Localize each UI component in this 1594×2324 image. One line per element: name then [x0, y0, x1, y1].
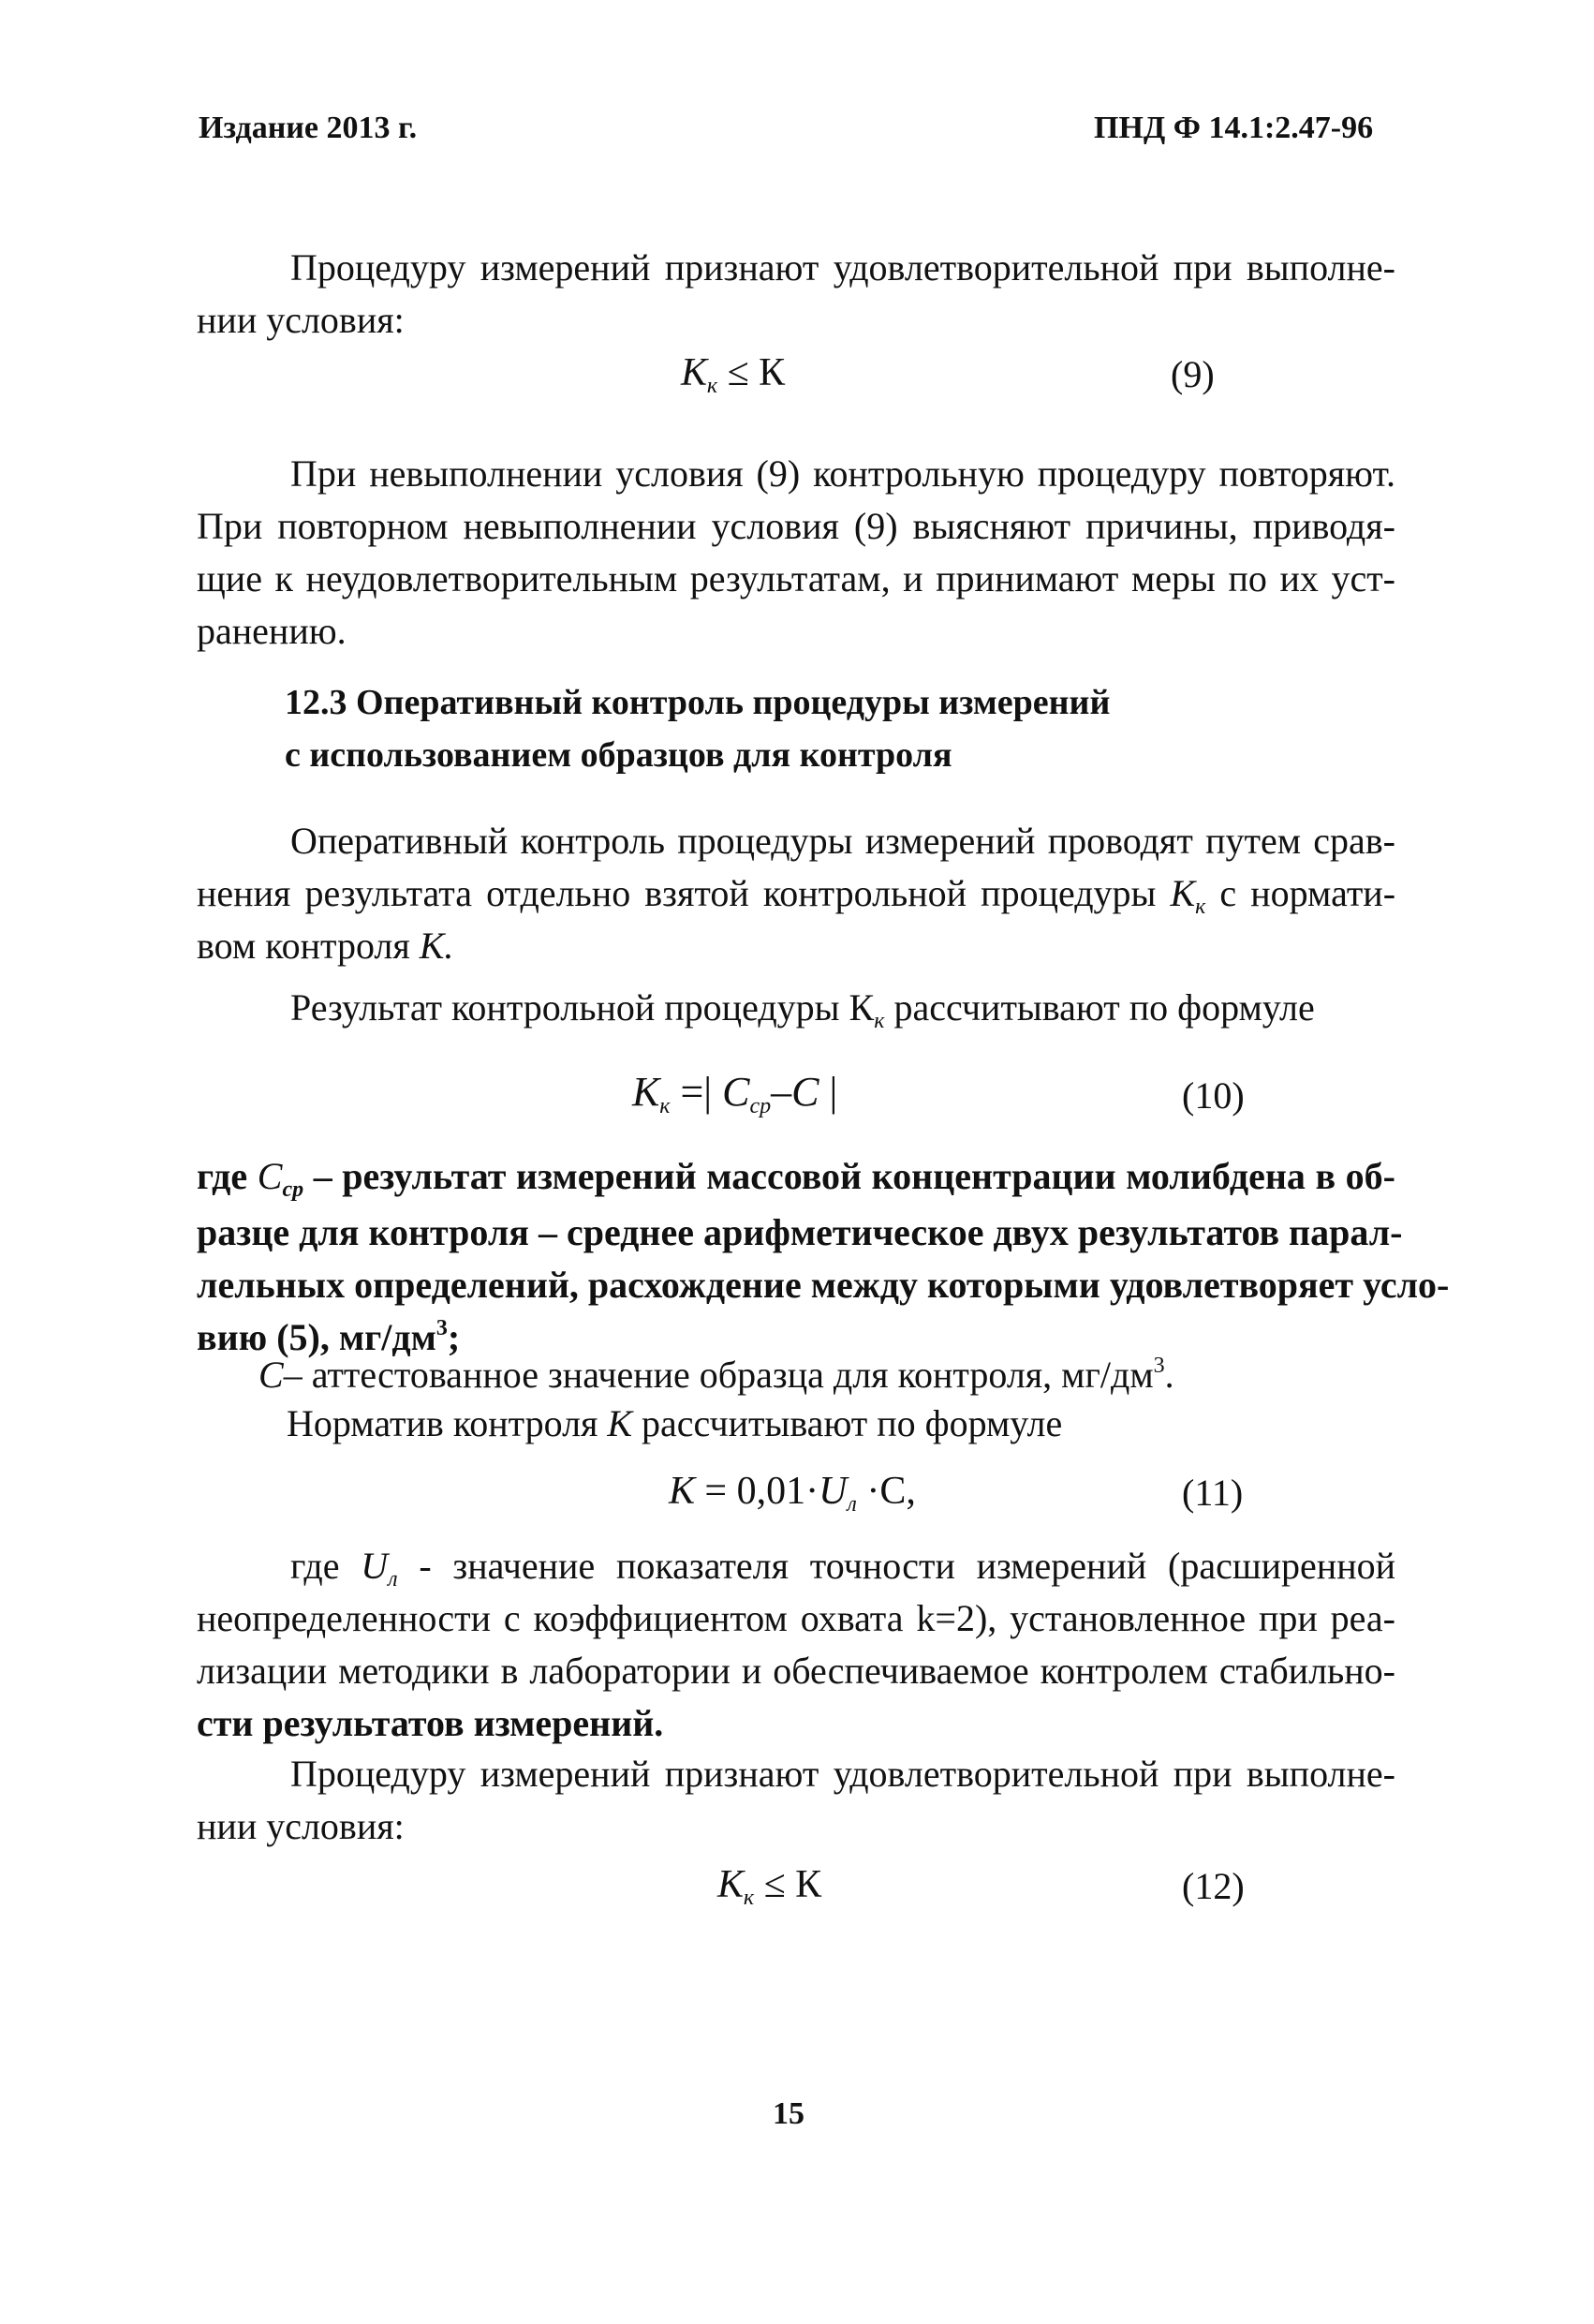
inline-var: К: [1170, 872, 1196, 914]
superscript: 3: [1153, 1354, 1165, 1378]
paragraph-line: разце для контроля – среднее арифметическое двух результатов парал-: [197, 1211, 1403, 1253]
text-fragment: где: [197, 1155, 248, 1197]
text-fragment: рассчитывают по формуле: [893, 986, 1315, 1029]
superscript: 3: [435, 1316, 448, 1340]
formula-subscript: к: [743, 1886, 755, 1910]
text-fragment: - значение показателя точности измерений (расширенной: [419, 1545, 1396, 1587]
formula-var: К: [669, 1470, 695, 1513]
inline-var: С: [257, 1155, 283, 1197]
paragraph-line: [197, 1540, 1395, 1592]
formula-11: [669, 1469, 916, 1517]
formula-12: [717, 1862, 822, 1910]
paragraph-line: лельных определений, расхождение между которыми удовлетворяет усло-: [197, 1264, 1450, 1306]
inline-subscript: к: [874, 1009, 885, 1033]
formula-subscript: к: [659, 1094, 671, 1118]
formula-9: [681, 350, 786, 398]
inline-subscript: ср: [282, 1177, 304, 1202]
inline-var: К: [607, 1402, 632, 1444]
formula-12-number: (12): [1182, 1865, 1245, 1907]
formula-rhs: ≤ К: [763, 1863, 822, 1906]
formula-subscript: к: [706, 374, 718, 398]
text-fragment: с нормати-: [1219, 872, 1396, 914]
heading-line: 12.3 Оперативный контроль процедуры измерений: [285, 683, 1111, 722]
formula-10: [632, 1068, 837, 1116]
paragraph-line: [197, 1147, 1395, 1206]
paragraph-line: нии условия:: [197, 299, 405, 341]
text-fragment: Результат контрольной процедуры К: [290, 986, 875, 1029]
inline-var: С: [258, 1354, 284, 1396]
formula-rhs: ≤ К: [727, 351, 786, 394]
paragraph-certified-value: [258, 1349, 1457, 1401]
paragraph-line: [197, 867, 1395, 920]
paragraph-result-formula-intro: [197, 982, 1395, 1034]
paragraph-line: Процедуру измерений признают удовлетворительной при выполне-: [290, 246, 1395, 289]
formula-10-number: (10): [1182, 1074, 1245, 1117]
paragraph-line: лизации методики в лаборатории и обеспечиваемое контролем стабильно-: [197, 1650, 1395, 1692]
inline-subscript: к: [1195, 895, 1206, 919]
text-fragment: – результат измерений массовой концентрации молибдена в об-: [313, 1155, 1396, 1197]
paragraph-line: сти результатов измерений.: [197, 1702, 664, 1744]
text-fragment: вом контроля: [197, 925, 410, 967]
paragraph-where-ccp: [197, 1147, 1450, 1364]
text-fragment: нения результата отдельно взятой контрольной процедуры: [197, 872, 1157, 914]
paragraph-acceptance-condition-1: [197, 242, 1395, 347]
text-fragment: – аттестованное значение образца для контроля, мг/дм: [283, 1354, 1154, 1396]
formula-mid: = 0,01·: [704, 1470, 819, 1513]
text-fragment: Норматив контроля: [287, 1402, 598, 1444]
formula-9-number: (9): [1171, 353, 1215, 395]
paragraph-where-u: [197, 1540, 1395, 1750]
header-edition: Издание 2013 г.: [199, 111, 418, 145]
formula-eq: =|: [680, 1069, 713, 1115]
paragraph-line: [197, 920, 1395, 972]
formula-var: К: [681, 351, 707, 394]
paragraph-line: ранению.: [197, 610, 347, 652]
text-fragment: вию (5), мг/дм: [197, 1316, 436, 1358]
text-fragment: рассчитывают по формуле: [641, 1402, 1063, 1444]
formula-minus: –: [771, 1069, 792, 1115]
text-fragment: .: [1164, 1354, 1174, 1396]
paragraph-line: [258, 1349, 1457, 1401]
formula-subscript: ср: [749, 1094, 772, 1118]
heading-line: с использованием образцов для контроля: [285, 735, 952, 775]
formula-var: U: [819, 1470, 848, 1513]
formula-var: С: [722, 1069, 750, 1115]
paragraph-line: При невыполнении условия (9) контрольную процедуру повторяют.: [290, 452, 1395, 495]
text-fragment: ;: [447, 1316, 461, 1358]
paragraph-line: Процедуру измерений признают удовлетворительной при выполне-: [290, 1753, 1395, 1795]
text-fragment: где: [290, 1545, 340, 1587]
formula-var: К: [632, 1069, 660, 1115]
paragraph-line: нии условия:: [197, 1805, 405, 1847]
paragraph-line: При повторном невыполнении условия (9) выясняют причины, приводя-: [197, 505, 1395, 547]
formula-11-number: (11): [1182, 1472, 1244, 1514]
inline-subscript: л: [388, 1567, 398, 1591]
formula-subscript: л: [847, 1492, 857, 1517]
paragraph-line: неопределенности с коэффициентом охвата k=2), установленное при реа-: [197, 1597, 1395, 1639]
paragraph-line: [197, 982, 1395, 1034]
inline-var: U: [361, 1545, 389, 1587]
formula-var: К: [717, 1863, 744, 1906]
paragraph-repeat-procedure: [197, 448, 1395, 658]
inline-var: К.: [419, 925, 454, 967]
page-number: 15: [773, 2096, 804, 2131]
paragraph-acceptance-condition-2: [197, 1748, 1395, 1853]
paragraph-line: [287, 1398, 1485, 1450]
formula-tail: ·С,: [866, 1470, 916, 1513]
section-heading-12-3: [285, 676, 1110, 781]
paragraph-operational-control: [197, 815, 1395, 972]
formula-bar: |: [829, 1069, 838, 1115]
header-document-code: ПНД Ф 14.1:2.47-96: [1094, 111, 1374, 145]
paragraph-line: Оперативный контроль процедуры измерений проводят путем срав-: [290, 820, 1395, 862]
paragraph-norm-formula-intro: [287, 1398, 1485, 1450]
paragraph-line: щие к неудовлетворительным результатам, и принимают меры по их уст-: [197, 557, 1395, 600]
formula-var: С: [791, 1069, 819, 1115]
